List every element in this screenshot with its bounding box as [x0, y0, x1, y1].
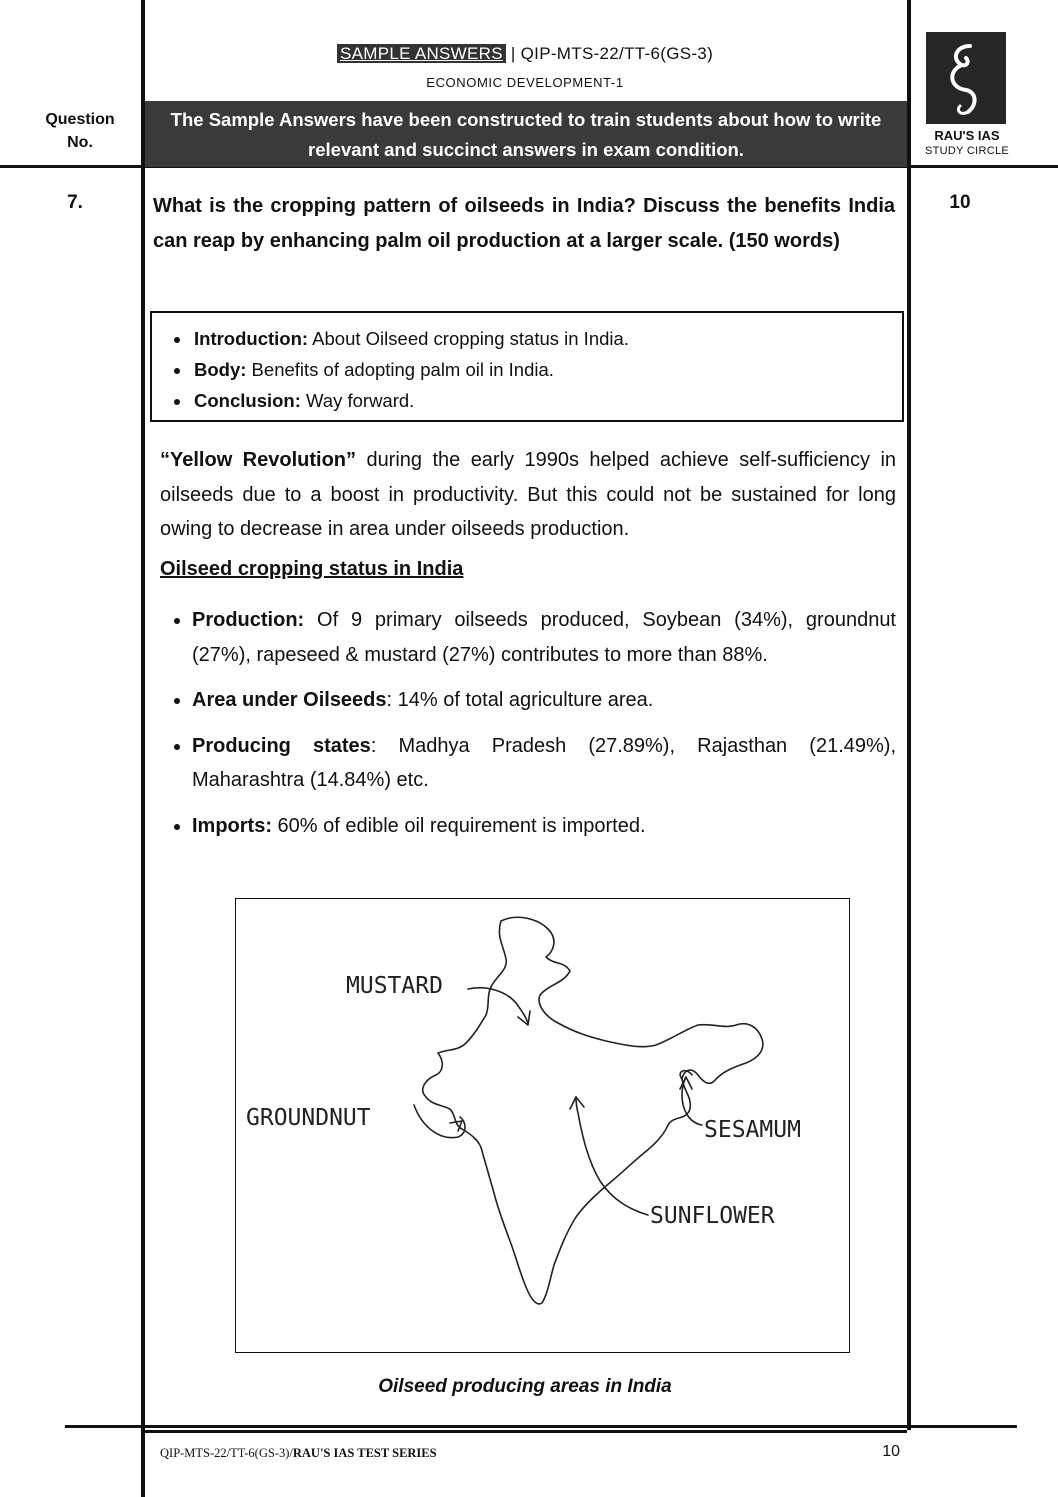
- point-text: 60% of edible oil requirement is imported.: [272, 814, 646, 837]
- outline-item: [192, 323, 902, 354]
- outline-label: Conclusion:: [194, 390, 301, 411]
- outline-text: Way forward.: [300, 390, 415, 411]
- header-separator: |: [505, 44, 521, 63]
- footer-series: [160, 1446, 437, 1461]
- intro-text: during the early 1990s helped achieve self-sufficiency in oilseeds due to a boost in productivity. But this could not be sustained for long owing to decrease in area under oilseeds production.: [160, 449, 897, 540]
- raus-ias-logo-icon: [926, 32, 1006, 124]
- page-number: 10: [882, 1443, 900, 1460]
- groundnut-label: GROUNDNUT: [246, 1105, 371, 1131]
- intro-bold: “Yellow Revolution”: [160, 449, 357, 471]
- logo-name: RAU'S IAS: [934, 128, 1000, 143]
- sunflower-label: SUNFLOWER: [650, 1203, 775, 1229]
- question-no-heading: [20, 108, 140, 154]
- outline-label: Introduction:: [194, 328, 309, 349]
- outline-item: [192, 385, 902, 416]
- footer-series-name: RAU'S IAS TEST SERIES: [292, 1446, 437, 1460]
- point-label: Producing states: [192, 734, 371, 757]
- status-points-list: [160, 603, 896, 854]
- point-text: : Madhya Pradesh (27.89%), Rajasthan (21.49%), Maharashtra (14.84%) etc.: [192, 734, 896, 791]
- list-item: [192, 729, 896, 798]
- outline-text: About Oilseed cropping status in India.: [308, 328, 629, 349]
- instruction-banner: The Sample Answers have been constructed to train students about how to write relevant and succinct answers in exam condition.: [145, 101, 907, 167]
- outline-item: [192, 354, 902, 385]
- list-item: [192, 603, 896, 672]
- footer-divider: [65, 1425, 1017, 1428]
- answer-outline-box: [150, 311, 904, 422]
- footer-divider-inner: [145, 1430, 907, 1433]
- header-title: [145, 44, 905, 64]
- logo-subtitle: STUDY CIRCLE: [924, 145, 1010, 157]
- outline-list: [152, 313, 902, 416]
- question-no-label: Question No.: [45, 111, 115, 151]
- india-map-sketch: [236, 899, 851, 1354]
- list-item: [192, 683, 896, 718]
- sample-answers-tag: SAMPLE ANSWERS: [337, 44, 506, 63]
- sesamum-arrow: [682, 1077, 702, 1125]
- right-margin-line: [907, 0, 911, 1430]
- left-margin-line: [141, 0, 145, 1497]
- outline-text: Benefits of adopting palm oil in India.: [246, 359, 554, 380]
- intro-paragraph: [160, 443, 896, 547]
- outline-label: Body:: [194, 359, 247, 380]
- sesamum-label: SESAMUM: [704, 1117, 801, 1143]
- map-caption: Oilseed producing areas in India: [378, 1376, 672, 1397]
- point-label: Imports:: [192, 814, 272, 837]
- india-outline: [423, 917, 763, 1304]
- oilseed-map-figure: [235, 898, 850, 1353]
- test-code: QIP-MTS-22/TT-6(GS-3): [520, 44, 714, 63]
- section-heading: Oilseed cropping status in India: [160, 558, 464, 580]
- question-number: 7.: [67, 192, 83, 213]
- sunflower-arrow: [576, 1097, 648, 1215]
- subject-title: ECONOMIC DEVELOPMENT-1: [426, 75, 624, 90]
- list-item: [192, 809, 896, 844]
- point-text: Of 9 primary oilseeds produced, Soybean (34%), groundnut (27%), rapeseed & mustard (27%) contributes to more than 88%.: [192, 609, 896, 666]
- mustard-label: MUSTARD: [346, 973, 443, 999]
- footer-series-code: QIP-MTS-22/TT-6(GS-3)/: [160, 1446, 293, 1460]
- point-text: : 14% of total agriculture area.: [386, 689, 654, 711]
- question-marks: 10: [949, 192, 971, 213]
- question-text: What is the cropping pattern of oilseeds in India? Discuss the benefits India can reap by enhancing palm oil production at a larger scale. (150 words): [153, 195, 895, 252]
- point-label: Area under Oilseeds: [192, 689, 387, 711]
- point-label: Production:: [192, 609, 305, 631]
